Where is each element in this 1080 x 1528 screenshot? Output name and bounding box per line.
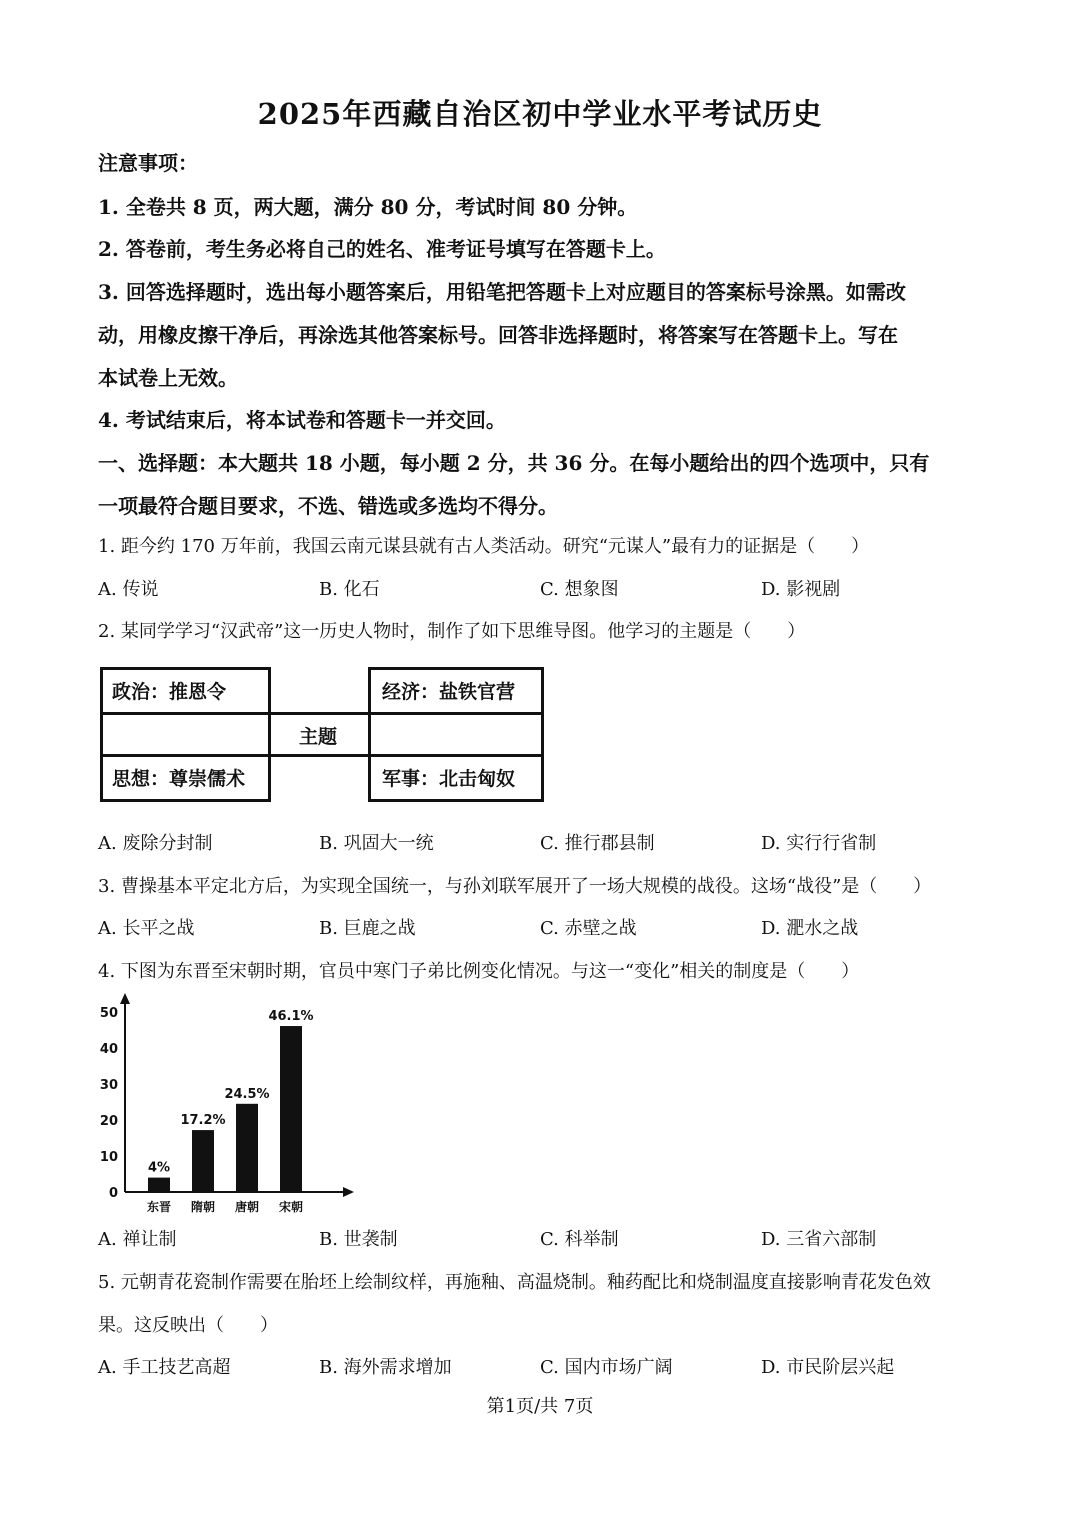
x-axis-arrow bbox=[343, 1187, 354, 1197]
question-5-option-a: A. 手工技艺高超 bbox=[98, 1357, 231, 1378]
bar-唐朝 bbox=[236, 1104, 258, 1192]
question-4-stem: 4. 下图为东晋至宋朝时期，官员中寒门子弟比例变化情况。与这一“变化”相关的制度是（ ） bbox=[98, 961, 860, 982]
page-footer: 第1页/共 7页 bbox=[486, 1396, 594, 1417]
question-5-stem-line-2: 果。这反映出（ ） bbox=[98, 1315, 278, 1336]
question-5-option-b: B. 海外需求增加 bbox=[319, 1357, 452, 1378]
question-4-option-d: D. 三省六部制 bbox=[761, 1229, 877, 1250]
mindmap-label-thought: 思想：尊崇儒术 bbox=[112, 768, 246, 790]
x-tick-label: 东晋 bbox=[146, 1200, 172, 1214]
notice-line-3a: 3. 回答选择题时，选出每小题答案后，用铅笔把答题卡上对应题目的答案标号涂黑。如需改 bbox=[98, 280, 906, 304]
question-1-stem: 1. 距今约 170 万年前，我国云南元谋县就有古人类活动。研究“元谋人”最有力的证据是（ ） bbox=[98, 536, 870, 557]
question-1-option-d: D. 影视剧 bbox=[761, 579, 841, 600]
mindmap-label-politics: 政治：推恩令 bbox=[112, 681, 227, 703]
x-tick-label: 隋朝 bbox=[190, 1200, 216, 1214]
question-1-option-b: B. 化石 bbox=[319, 579, 380, 600]
question-4-option-b: B. 世袭制 bbox=[319, 1229, 398, 1250]
mindmap-label-economy: 经济：盐铁官营 bbox=[382, 681, 516, 703]
bar-宋朝 bbox=[280, 1026, 302, 1192]
y-tick-label: 30 bbox=[99, 1078, 118, 1093]
question-1-option-a: A. 传说 bbox=[98, 579, 159, 600]
question-2-option-a: A. 废除分封制 bbox=[98, 833, 213, 854]
question-4-option-c: C. 科举制 bbox=[540, 1229, 619, 1250]
data-label: 24.5% bbox=[224, 1086, 270, 1102]
question-3-stem: 3. 曹操基本平定北方后，为实现全国统一，与孙刘联军展开了一场大规模的战役。这场“战役”是（ ） bbox=[98, 876, 932, 897]
x-tick-label: 唐朝 bbox=[234, 1200, 260, 1214]
notice-line-3c: 本试卷上无效。 bbox=[98, 366, 238, 390]
notice-line-2: 2. 答卷前，考生务必将自己的姓名、准考证号填写在答题卡上。 bbox=[98, 237, 666, 261]
x-tick-label: 宋朝 bbox=[278, 1200, 304, 1214]
notice-line-1: 1. 全卷共 8 页，两大题，满分 80 分，考试时间 80 分钟。 bbox=[98, 195, 638, 219]
y-axis-arrow bbox=[120, 993, 130, 1004]
question-2-stem: 2. 某同学学习“汉武帝”这一历史人物时，制作了如下思维导图。他学习的主题是（ ） bbox=[98, 621, 806, 642]
mindmap-label-military: 军事：北击匈奴 bbox=[382, 768, 516, 790]
bar-chart bbox=[90, 990, 365, 1215]
question-5-option-d: D. 市民阶层兴起 bbox=[761, 1357, 895, 1378]
y-tick-label: 10 bbox=[99, 1150, 118, 1165]
question-3-option-a: A. 长平之战 bbox=[98, 918, 195, 939]
question-2-option-c: C. 推行郡县制 bbox=[540, 833, 655, 854]
bar-隋朝 bbox=[192, 1130, 214, 1192]
question-4-option-a: A. 禅让制 bbox=[98, 1229, 177, 1250]
y-tick-label: 20 bbox=[99, 1114, 118, 1129]
notice-line-3b: 动，用橡皮擦干净后，再涂选其他答案标号。回答非选择题时，将答案写在答题卡上。写在 bbox=[98, 323, 898, 347]
question-2-option-b: B. 巩固大一统 bbox=[319, 833, 434, 854]
mindmap-label-center: 主题 bbox=[299, 726, 338, 748]
data-label: 46.1% bbox=[268, 1009, 314, 1025]
question-5-stem-line-1: 5. 元朝青花瓷制作需要在胎坯上绘制纹样，再施釉、高温烧制。釉药配比和烧制温度直接影响青花发色效 bbox=[98, 1272, 931, 1293]
data-label: 17.2% bbox=[180, 1113, 226, 1129]
y-tick-label: 40 bbox=[99, 1042, 118, 1057]
y-tick-label: 0 bbox=[108, 1186, 118, 1201]
notice-line-4: 4. 考试结束后，将本试卷和答题卡一并交回。 bbox=[98, 408, 506, 432]
mindmap-connector-left bbox=[100, 712, 271, 757]
section-heading-line-1: 一、选择题：本大题共 18 小题，每小题 2 分，共 36 分。在每小题给出的四个选项中，只有 bbox=[98, 451, 930, 475]
question-2-option-d: D. 实行行省制 bbox=[761, 833, 877, 854]
section-heading-line-2: 一项最符合题目要求，不选、错选或多选均不得分。 bbox=[98, 494, 558, 518]
notice-heading: 注意事项： bbox=[98, 151, 198, 175]
bar-东晋 bbox=[148, 1178, 170, 1192]
data-label: 4% bbox=[147, 1160, 171, 1176]
mindmap-connector-right bbox=[368, 712, 544, 757]
question-3-option-d: D. 淝水之战 bbox=[761, 918, 859, 939]
question-3-option-c: C. 赤壁之战 bbox=[540, 918, 637, 939]
y-tick-label: 50 bbox=[99, 1006, 118, 1021]
question-1-option-c: C. 想象图 bbox=[540, 579, 619, 600]
page-title: 2025年西藏自治区初中学业水平考试历史 bbox=[257, 97, 823, 131]
question-5-option-c: C. 国内市场广阔 bbox=[540, 1357, 673, 1378]
question-3-option-b: B. 巨鹿之战 bbox=[319, 918, 416, 939]
